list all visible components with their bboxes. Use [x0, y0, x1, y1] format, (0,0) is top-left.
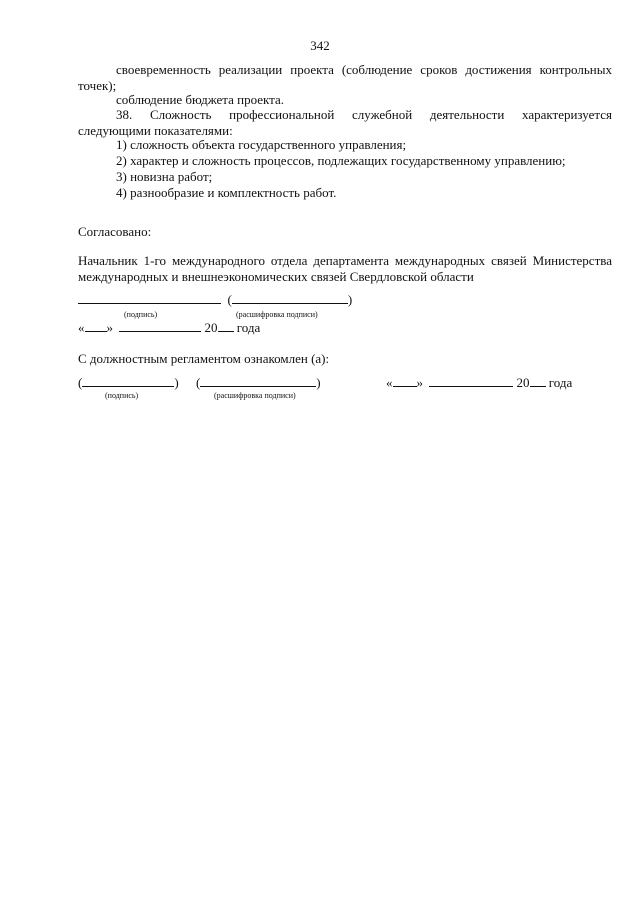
date-month-blank[interactable] [119, 320, 201, 332]
date-year-prefix: 20 [204, 320, 218, 335]
date-year-suffix: года [236, 320, 261, 335]
paragraph-line: своевременность реализации проекта (соблюдение сроков достижения контрольных [116, 62, 612, 77]
ack-date-year-blank[interactable] [530, 375, 546, 387]
date-year-blank[interactable] [218, 320, 234, 332]
approval-signature-row: ( ) [78, 292, 352, 308]
acknowledgement-date-row [386, 375, 572, 391]
ack-signature-caption: (подпись) [105, 391, 139, 400]
approval-heading: Согласовано: [78, 224, 152, 239]
acknowledgement-heading: С должностным регламентом ознакомлен (а): [78, 351, 330, 366]
ack-decode-caption: (расшифровка подписи) [214, 391, 296, 400]
list-item: 4) разнообразие и комплектность работ. [116, 185, 337, 200]
paragraph-budget: соблюдение бюджета проекта. [116, 92, 285, 107]
list-item: 3) новизна работ; [116, 169, 213, 184]
ack-date-month-blank[interactable] [429, 375, 513, 387]
list-item: 2) характер и сложность процессов, подлежащих государственному управлению; [116, 153, 566, 168]
ack-date-year-suffix: года [548, 375, 573, 390]
decode-caption: (расшифровка подписи) [236, 310, 318, 319]
signature-caption: (подпись) [124, 310, 158, 319]
date-day-blank[interactable] [85, 320, 107, 332]
signature-blank[interactable] [78, 292, 221, 304]
acknowledgement-signature-row: ( ) ( ) [78, 375, 321, 390]
ack-date-day-blank[interactable] [393, 375, 417, 387]
signature-decode-blank[interactable] [232, 292, 348, 304]
position-line: международных и внешнеэкономических связей Свердловской области [78, 269, 474, 284]
date-quote-open: « [78, 320, 85, 335]
ack-date-quote-close: » [416, 375, 423, 390]
approval-position [78, 253, 612, 285]
paragraph-item-38 [78, 107, 612, 139]
ack-date-year-prefix: 20 [516, 375, 530, 390]
indicator-list [78, 137, 640, 201]
approval-date-row [78, 320, 260, 336]
ack-decode-blank[interactable] [200, 375, 316, 387]
paragraph-line: точек); [78, 78, 117, 93]
ack-signature-blank[interactable] [82, 375, 174, 387]
list-item: 1) сложность объекта государственного управления; [116, 137, 407, 152]
paragraph-timeliness [78, 62, 612, 94]
paragraph-line: следующими показателями: [78, 123, 233, 138]
position-line: Начальник 1-го международного отдела департамента международных связей Министерства [78, 253, 612, 268]
page-number: 342 [310, 38, 330, 53]
ack-date-quote-open: « [386, 375, 393, 390]
paragraph-line: 38. Сложность профессиональной служебной деятельности характеризуется [116, 107, 612, 122]
date-quote-close: » [106, 320, 113, 335]
